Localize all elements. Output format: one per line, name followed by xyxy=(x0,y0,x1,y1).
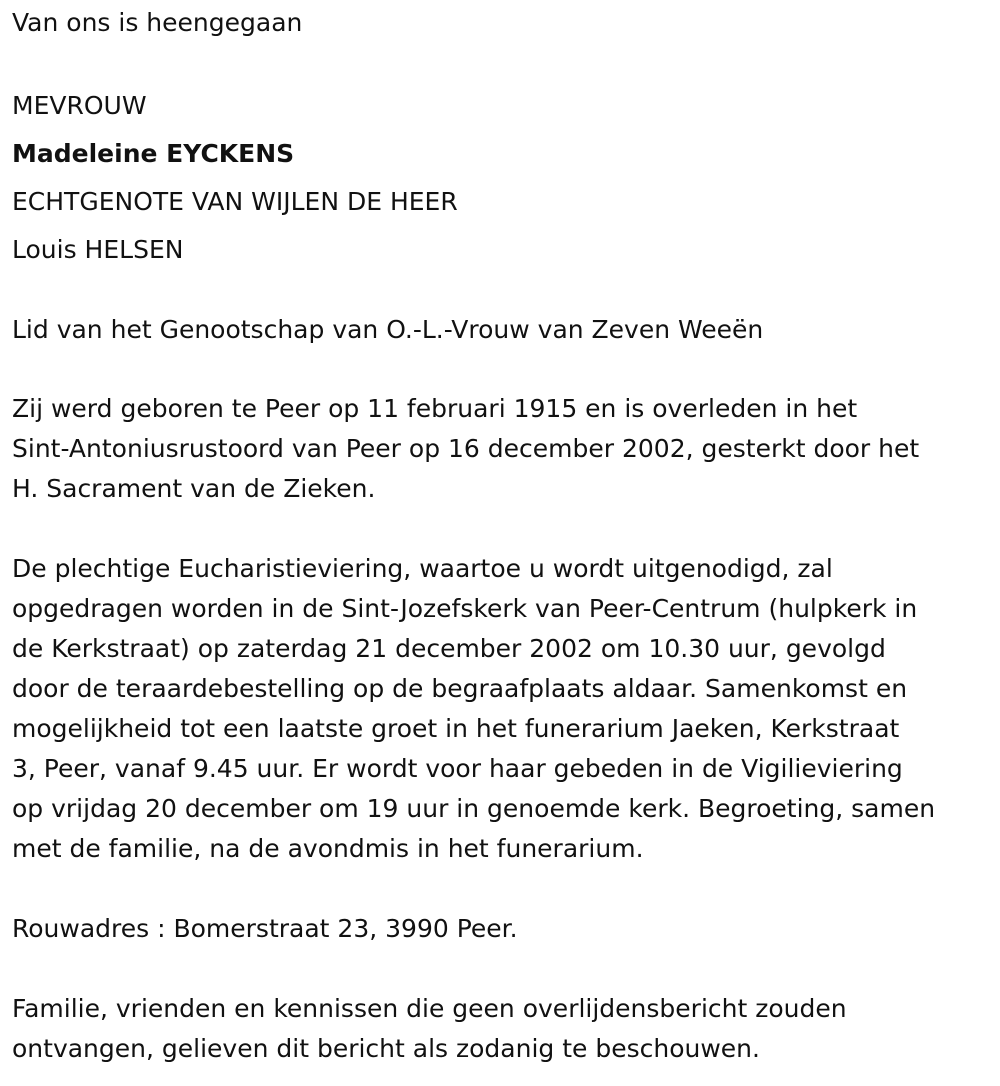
paragraph-line: op vrijdag 20 december om 19 uur in genoemde kerk. Begroeting, samen xyxy=(12,794,936,823)
relation-text: ECHTGENOTE VAN WIJLEN DE HEER xyxy=(12,187,458,216)
paragraph-line: De plechtige Eucharistieviering, waartoe u wordt uitgenodigd, zal xyxy=(12,554,833,583)
paragraph-line: ontvangen, gelieven dit bericht als zodanig te beschouwen. xyxy=(12,1034,760,1063)
mourning-address: Rouwadres : Bomerstraat 23, 3990 Peer. xyxy=(12,914,518,943)
paragraph-line: de Kerkstraat) op zaterdag 21 december 2002 om 10.30 uur, gevolgd xyxy=(12,634,886,663)
ceremony-paragraph xyxy=(12,549,935,869)
membership-section xyxy=(12,310,763,350)
address-section xyxy=(12,909,518,949)
intro-text: Van ons is heengegaan xyxy=(12,8,303,37)
paragraph-line: met de familie, na de avondmis in het funerarium. xyxy=(12,834,644,863)
spouse-name: Louis HELSEN xyxy=(12,235,184,264)
paragraph-line: door de teraardebestelling op de begraafplaats aldaar. Samenkomst en xyxy=(12,674,908,703)
closing-paragraph xyxy=(12,989,847,1069)
birth-death-paragraph xyxy=(12,389,919,509)
paragraph-line: opgedragen worden in de Sint-Jozefskerk van Peer-Centrum (hulpkerk in xyxy=(12,594,918,623)
paragraph-line: Familie, vrienden en kennissen die geen overlijdensbericht zouden xyxy=(12,994,847,1023)
names-section xyxy=(12,82,458,274)
paragraph-line: H. Sacrament van de Zieken. xyxy=(12,474,376,503)
paragraph-line: Sint-Antoniusrustoord van Peer op 16 december 2002, gesterkt door het xyxy=(12,434,920,463)
paragraph-line: mogelijkheid tot een laatste groet in het funerarium Jaeken, Kerkstraat xyxy=(12,714,900,743)
paragraph-line: Zij werd geboren te Peer op 11 februari 1915 en is overleden in het xyxy=(12,394,858,423)
paragraph-line: 3, Peer, vanaf 9.45 uur. Er wordt voor haar gebeden in de Vigilieviering xyxy=(12,754,903,783)
title-text: MEVROUW xyxy=(12,91,147,120)
intro-section xyxy=(12,3,302,43)
deceased-name: Madeleine EYCKENS xyxy=(12,139,295,168)
membership-text: Lid van het Genootschap van O.-L.-Vrouw van Zeven Weeën xyxy=(12,315,764,344)
